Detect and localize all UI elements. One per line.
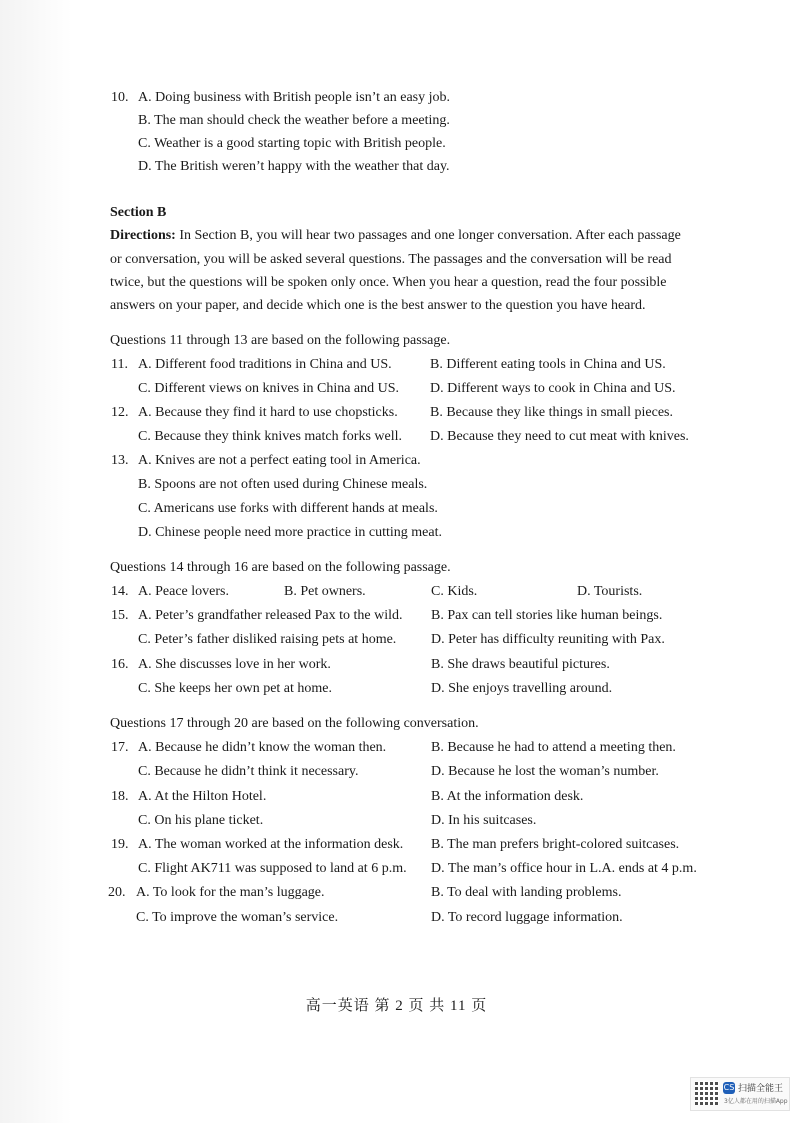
watermark-subtitle: 3亿人都在用的扫描App — [724, 1098, 788, 1105]
directions-line-3: twice, but the questions will be spoken only once. When you hear a question, read the four possible — [110, 275, 667, 290]
q12-option-a: A. Because they find it hard to use chopsticks. — [138, 405, 398, 420]
q20-option-c: C. To improve the woman’s service. — [136, 910, 339, 925]
q10-option-c: C. Weather is a good starting topic with British people. — [138, 136, 446, 151]
q12-option-c: C. Because they think knives match forks well. — [138, 429, 402, 444]
q20-option-b: B. To deal with landing problems. — [431, 885, 622, 900]
q17-option-d: D. Because he lost the woman’s number. — [431, 764, 659, 779]
q19-option-d: D. The man’s office hour in L.A. ends at 4 p.m. — [431, 861, 697, 876]
q14-option-b: B. Pet owners. — [284, 584, 366, 599]
q16-option-d: D. She enjoys travelling around. — [431, 681, 613, 696]
q17-option-c: C. Because he didn’t think it necessary. — [138, 764, 359, 779]
q10-option-d: D. The British weren’t happy with the weather that day. — [138, 159, 450, 174]
page-footer: 高一英语 第 2 页 共 11 页 — [305, 998, 488, 1014]
q13-number: 13. — [111, 453, 129, 468]
q13-option-d: D. Chinese people need more practice in cutting meat. — [138, 525, 443, 540]
qr-code-icon — [695, 1081, 719, 1105]
group2-intro: Questions 14 through 16 are based on the following passage. — [110, 560, 451, 575]
q16-number: 16. — [111, 657, 129, 672]
q13-option-b: B. Spoons are not often used during Chinese meals. — [138, 477, 428, 492]
q12-option-d: D. Because they need to cut meat with knives. — [430, 429, 689, 444]
q12-number: 12. — [111, 405, 129, 420]
q14-option-a: A. Peace lovers. — [138, 584, 229, 599]
q19-number: 19. — [111, 837, 129, 852]
q18-option-c: C. On his plane ticket. — [138, 813, 264, 828]
directions-text-1: In Section B, you will hear two passages and one longer conversation. After each passage — [175, 228, 681, 243]
q14-number: 14. — [111, 584, 129, 599]
q15-option-b: B. Pax can tell stories like human beings. — [431, 608, 663, 623]
q11-option-b: B. Different eating tools in China and US. — [430, 357, 666, 372]
q17-option-a: A. Because he didn’t know the woman then. — [138, 740, 387, 755]
watermark-app-name: 扫描全能王 — [738, 1084, 784, 1094]
group1-intro: Questions 11 through 13 are based on the following passage. — [110, 333, 451, 348]
q17-number: 17. — [111, 740, 129, 755]
group3-intro: Questions 17 through 20 are based on the following conversation. — [110, 716, 479, 731]
q16-option-b: B. She draws beautiful pictures. — [431, 657, 610, 672]
q10-number: 10. — [111, 90, 129, 105]
q20-option-a: A. To look for the man’s luggage. — [136, 885, 325, 900]
q19-option-a: A. The woman worked at the information desk. — [138, 837, 404, 852]
q12-option-b: B. Because they like things in small pieces. — [430, 405, 674, 420]
q10-option-a: A. Doing business with British people isn’t an easy job. — [138, 90, 450, 105]
q15-option-c: C. Peter’s father disliked raising pets at home. — [138, 632, 397, 647]
section-b-title: Section B — [110, 205, 167, 220]
directions-line-1 — [110, 228, 681, 244]
q11-option-a: A. Different food traditions in China and US. — [138, 357, 392, 372]
q15-option-d: D. Peter has difficulty reuniting with Pax. — [431, 632, 665, 647]
q15-number: 15. — [111, 608, 129, 623]
scanner-watermark — [690, 1077, 790, 1111]
cs-logo-icon: CS — [723, 1083, 735, 1092]
directions-label: Directions: — [110, 228, 176, 243]
q16-option-c: C. She keeps her own pet at home. — [138, 681, 333, 696]
q11-option-c: C. Different views on knives in China and US. — [138, 381, 400, 396]
q20-number: 20. — [108, 885, 126, 900]
q19-option-b: B. The man prefers bright-colored suitcases. — [431, 837, 680, 852]
q16-option-a: A. She discusses love in her work. — [138, 657, 331, 672]
q13-option-c: C. Americans use forks with different hands at meals. — [138, 501, 438, 516]
q15-option-a: A. Peter’s grandfather released Pax to the wild. — [138, 608, 403, 623]
directions-line-4: answers on your paper, and decide which one is the best answer to the question you have heard. — [110, 298, 646, 313]
q20-option-d: D. To record luggage information. — [431, 910, 623, 925]
q18-option-d: D. In his suitcases. — [431, 813, 537, 828]
q18-number: 18. — [111, 789, 129, 804]
directions-line-2: or conversation, you will be asked several questions. The passages and the conversation will be read — [110, 252, 672, 267]
q17-option-b: B. Because he had to attend a meeting then. — [431, 740, 676, 755]
q11-number: 11. — [111, 357, 128, 372]
q11-option-d: D. Different ways to cook in China and US. — [430, 381, 676, 396]
q14-option-c: C. Kids. — [431, 584, 478, 599]
q19-option-c: C. Flight AK711 was supposed to land at 6 p.m. — [138, 861, 407, 876]
q18-option-b: B. At the information desk. — [431, 789, 584, 804]
scan-page-edge — [0, 0, 72, 1123]
q18-option-a: A. At the Hilton Hotel. — [138, 789, 267, 804]
q10-option-b: B. The man should check the weather before a meeting. — [138, 113, 450, 128]
q13-option-a: A. Knives are not a perfect eating tool in America. — [138, 453, 421, 468]
q14-option-d: D. Tourists. — [577, 584, 643, 599]
